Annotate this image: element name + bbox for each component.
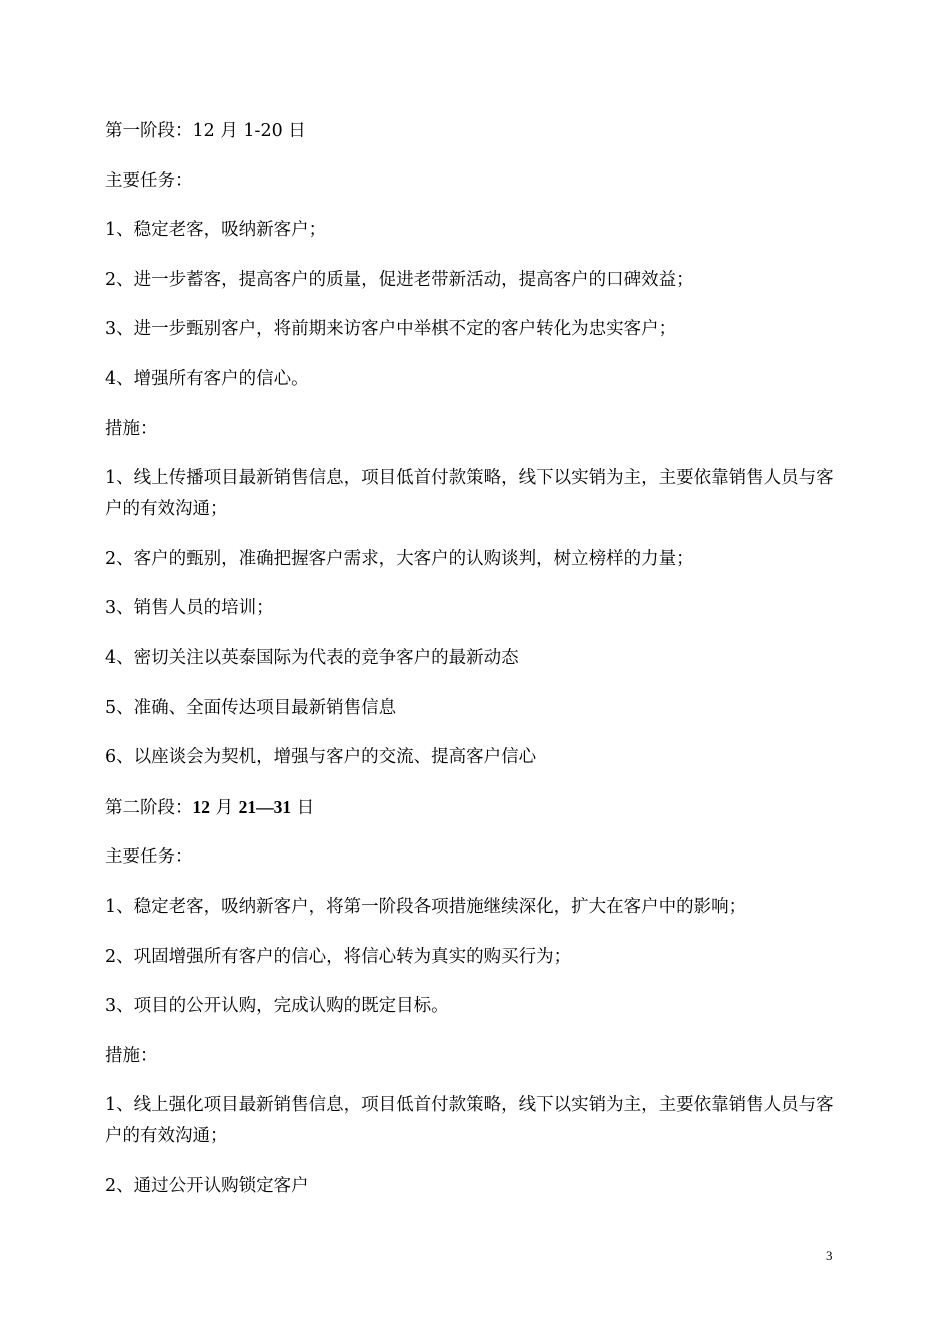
stage2-measure-item: 2、通过公开认购锁定客户 — [105, 1175, 309, 1196]
stage1-tasks-label: 主要任务： — [105, 170, 193, 191]
stage2-task-item: 2、巩固增强所有客户的信心，将信心转为真实的购买行为； — [105, 946, 572, 967]
stage1-heading: 第一阶段：12 月 1-20 日 — [105, 121, 306, 141]
stage1-measure-item: 2、客户的甄别，准确把握客户需求，大客户的认购谈判，树立榜样的力量； — [105, 548, 694, 569]
stage1-task-item: 1、稳定老客，吸纳新客户； — [105, 220, 327, 241]
stage1-measure-item: 1、线上传播项目最新销售信息，项目低首付款策略，线下以实销为主，主要依靠销售人员与客户的有效沟通； — [105, 468, 834, 520]
document-body — [105, 116, 845, 1220]
stage2-measures-label: 措施： — [105, 1045, 158, 1066]
stage2-heading-month: 月 — [210, 797, 239, 818]
stage2-measure-item: 1、线上强化项目最新销售信息，项目低首付款策略，线下以实销为主，主要依靠销售人员与客户的有效沟通； — [105, 1095, 834, 1147]
stage1-task-item: 4、增强所有客户的信心。 — [105, 368, 309, 389]
stage1-measures-label: 措施： — [105, 418, 158, 439]
stage2-heading-day: 日 — [291, 797, 315, 818]
stage2-heading-range: 21—31 — [238, 796, 292, 817]
stage2-task-item: 1、稳定老客，吸纳新客户，将第一阶段各项措施继续深化，扩大在客户中的影响； — [105, 896, 747, 917]
page-number: 3 — [826, 1248, 833, 1263]
stage1-task-item: 2、进一步蓄客，提高客户的质量，促进老带新活动，提高客户的口碑效益； — [105, 269, 694, 290]
stage1-measure-item: 3、销售人员的培训； — [105, 598, 274, 619]
stage1-measure-item: 6、以座谈会为契机，增强与客户的交流、提高客户信心 — [105, 747, 537, 768]
stage2-tasks-label: 主要任务： — [105, 847, 193, 868]
stage2-heading-prefix: 第二阶段： — [105, 797, 193, 818]
stage2-heading — [105, 792, 845, 824]
stage2-heading-month-num: 12 — [192, 796, 210, 817]
stage1-task-item: 3、进一步甄别客户，将前期来访客户中举棋不定的客户转化为忠实客户； — [105, 319, 677, 340]
stage2-task-item: 3、项目的公开认购，完成认购的既定目标。 — [105, 996, 449, 1017]
stage1-measure-item: 5、准确、全面传达项目最新销售信息 — [105, 697, 397, 718]
stage1-measure-item: 4、密切关注以英泰国际为代表的竞争客户的最新动态 — [105, 647, 519, 668]
